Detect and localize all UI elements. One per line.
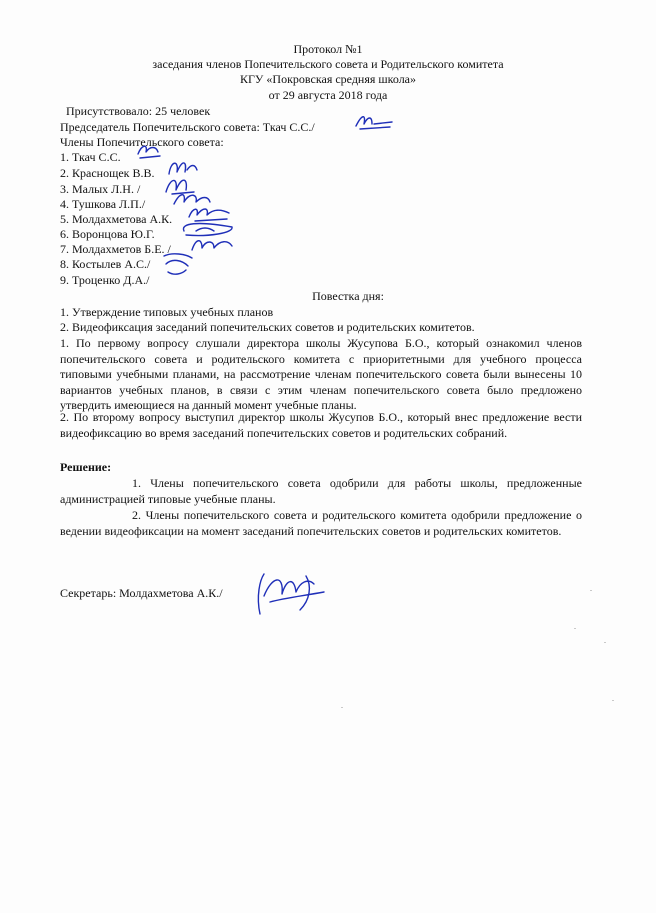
member-item: 2. Краснощек В.В. [60,166,155,180]
agenda-item: 2. Видеофиксация заседаний попечительских советов и родительских комитетов. [60,320,475,334]
protocol-subtitle: заседания членов Попечительского совета и Родительского комитета [152,57,504,71]
member-signature-1 [134,142,164,162]
member-item: 8. Костылев А.С./ [60,257,151,271]
protocol-title: Протокол №1 [293,42,363,56]
secretary-signature [250,566,330,622]
member-item: 5. Молдахметова А.К. [60,212,173,226]
decision-item: 1. Члены попечительского совета одобрили для работы школы, предложенные администрацией типовые учебные планы. [60,476,582,506]
secretary-line: Секретарь: Молдахметова А.К./ [60,586,223,600]
members-heading: Члены Попечительского совета: [60,135,224,149]
chairman: Председатель Попечительского совета: Ткач С.С./ [60,120,315,134]
member-item: 6. Воронцова Ю.Г. [60,227,155,241]
discussion-paragraph: 1. По первому вопросу слушали директора школы Жусупова Б.О., который ознакомил членов попечительского совета и родительского комитета с приоритетными для учебного процесса типовыми учебными планами, на рассмотрение членам попечительского совета были вынесены 10 вариантов учебных планов, в связи с этим членам попечительского совета было предложено утвердить имеющиеся на данный момент учебные планы. [60,336,582,413]
scan-speck [574,628,576,629]
scan-speck [341,707,343,708]
member-item: 1. Ткач С.С. [60,150,121,164]
discussion-paragraph: 2. По второму вопросу выступил директор школы Жусупов Б.О., который внес предложение вести видеофиксацию во время заседаний попечительских советов и родительских собраний. [60,410,582,440]
agenda-item: 1. Утверждение типовых учебных планов [60,305,274,319]
scan-speck [612,700,614,701]
school-name: КГУ «Покровская средняя школа» [239,72,417,86]
chairman-signature [352,112,396,132]
decision-heading: Решение: [60,460,112,474]
protocol-date: от 29 августа 2018 года [268,88,388,102]
member-item: 3. Малых Л.Н. / [60,182,141,196]
member-item: 4. Тушкова Л.П./ [60,197,146,211]
member-signature-8 [158,250,198,280]
scan-speck [604,642,606,643]
member-item: 9. Троценко Д.А./ [60,273,150,287]
scan-speck [590,590,592,591]
member-item: 7. Молдахметов Б.Е. / [60,242,171,256]
agenda-heading: Повестка дня: [312,289,384,303]
attendance: Присутствовало: 25 человек [66,104,211,118]
decision-item: 2. Члены попечительского совета и родительского комитета одобрили предложение о ведении видеофиксации на момент заседаний попечительских советов и родительских комитетов. [60,508,582,538]
